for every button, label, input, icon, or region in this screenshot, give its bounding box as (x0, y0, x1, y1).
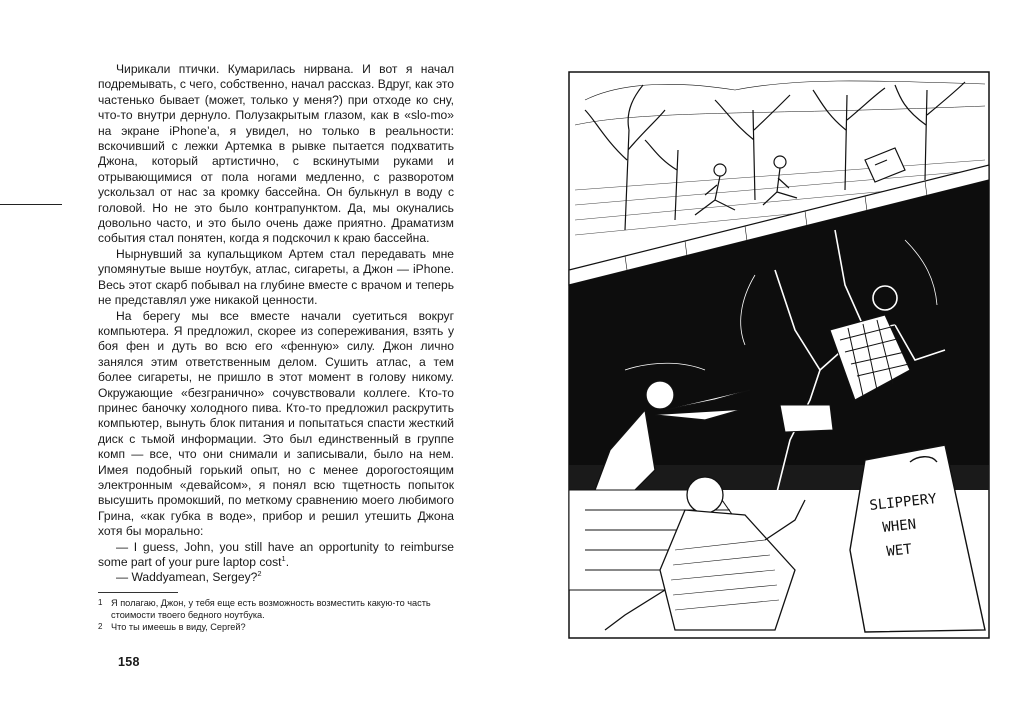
footnote-number: 1 (98, 598, 103, 607)
margin-rule (0, 204, 62, 205)
footnote-divider (98, 592, 178, 593)
footnote-text: Я полагаю, Джон, у тебя еще есть возможность возместить какую-то часть стоимости твоего бедного ноутбука. (111, 598, 431, 620)
paragraph: На берегу мы все вместе начали суетиться вокруг компьютера. Я предложил, скорее из сопереживания, взять у боя фен и дуть во всю его «фенную» силу. Джон лично занялся этим ответственным делом. Сушить атлас, а тем более сигареты, не пришло в этот момент в голову никому. Окружающие «безгранично» сочувствовали коллеге. Кто-то принес баночку холодного пива. Кто-то предложил раскрутить компьютер, вынуть блок питания и попытаться спасти жесткий диск с тьмой информации. Это был единственный в группе комп — все, что они снимали и записывали, было на нем. Имея подобный горький опыт, но с менее дорогостоящим электронным «девайсом», я понял всю тщетность попыток высушить промокший, по меткому сравнению моего любимого Грина, «как губка в воде», прибор и решил утешить Джона хотя бы морально: (98, 308, 454, 539)
dialog-text: — I guess, John, you still have an opportunity to reimburse some part of your pure laptop cost (98, 539, 454, 569)
main-text-column (98, 62, 454, 586)
footnote-item (98, 597, 454, 621)
paragraph: Нырнувший за купальщиком Артем стал передавать мне упомянутые выше ноутбук, атлас, сигареты, а Джон — iPhone. Весь этот скарб побывал на глубине вместе с врачом и теперь не представлял уже никакой ценности. (98, 246, 454, 308)
dialog-line-john: — I guess, John, you still have an opportunity to reimburse some part of your pure laptop cost$^1$. (98, 539, 454, 569)
footnote-ref: 1 (281, 553, 286, 563)
dialog-text: — Waddyamean, Sergey? (116, 570, 258, 585)
pool-scene-illustration (565, 70, 993, 642)
page-number: 158 (118, 655, 140, 669)
footnote-number: 2 (98, 622, 103, 631)
paragraph: Чирикали птички. Кумарилась нирвана. И вот я начал подремывать, с чего, собственно, начал рассказ. Вдруг, как это частенько бывает (может, только у меня?) при отходе ко сну, что-то внутри дернуло. Полузакрытым глазом, как в «slo-mo» на экране iPhone’a, я увидел, но только в реальности: вскочивший с лежки Артемка в рывке пытается подхватить Джона, который артистично, с вскинутыми руками и отрывающимися от пола ногами медленно, с разворотом ускользал от нас за кромку бассейна. Он булькнул в воду с головой. Но не это было контрапунктом. Да, мы окунались довольно часто, и это было очень даже приятно. Драматизм события стал понятен, когда я подскочил к краю бассейна. (98, 62, 454, 246)
footnotes (98, 592, 454, 633)
svg-text:WHEN: WHEN (881, 516, 917, 536)
dialog-line-sergey (98, 570, 454, 585)
footnote-ref: 2 (257, 569, 262, 579)
footnote-text: Что ты имеешь в виду, Сергей? (111, 622, 246, 632)
shorts (780, 405, 833, 432)
svg-text:WET: WET (885, 541, 913, 560)
svg-text:SLIPPERY: SLIPPERY (868, 491, 938, 514)
ink-drawing (565, 70, 993, 642)
footnote-item (98, 621, 454, 633)
